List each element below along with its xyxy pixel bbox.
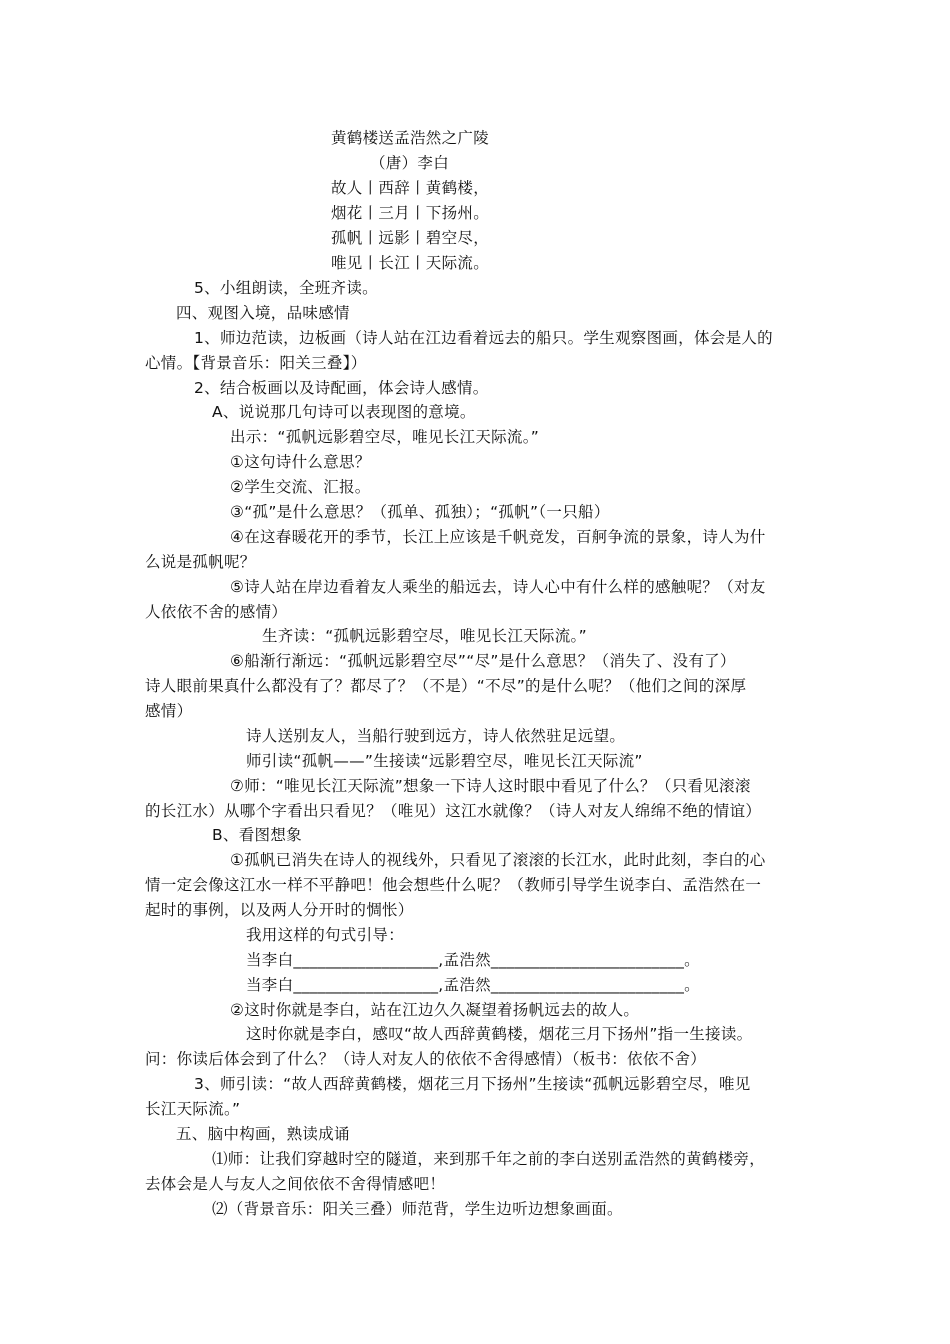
paragraph-line: 诗人眼前果真什么都没有了？都尽了？（不是）“不尽”的是什么呢？（他们之间的深厚: [145, 677, 747, 695]
paragraph-line: ⑴师：让我们穿越时空的隧道，来到那千年之前的李白送别孟浩然的黄鹤楼旁，: [212, 1150, 766, 1168]
poem-author: （唐）李白: [370, 154, 450, 172]
paragraph-line: 师引读“孤帆——”生接读“远影碧空尽，唯见长江天际流”: [246, 752, 643, 770]
paragraph-line: ③“孤”是什么意思？（孤单、孤独）；“孤帆”（一只船）: [230, 503, 610, 521]
paragraph-line: 长江天际流。”: [145, 1100, 241, 1118]
paragraph-line: ⑥船渐行渐远：“孤帆远影碧空尽”“尽”是什么意思？（消失了、没有了）: [230, 652, 736, 670]
paragraph-line: 出示：“孤帆远影碧空尽，唯见长江天际流。”: [230, 428, 540, 446]
poem-line: 孤帆丨远影丨碧空尽，: [331, 229, 490, 247]
paragraph-line: 感情）: [145, 702, 193, 720]
paragraph-line: 起时的事例，以及两人分开时的惆怅）: [145, 901, 414, 919]
paragraph-line: ①这句诗什么意思？: [230, 453, 371, 471]
section-heading: 五、脑中构画，熟读成诵: [176, 1125, 350, 1143]
poem-line: 唯见丨长江丨天际流。: [331, 254, 490, 272]
paragraph-line: 3、师引读：“故人西辞黄鹤楼，烟花三月下扬州”生接读“孤帆远影碧空尽，唯见: [194, 1075, 751, 1093]
paragraph-line: 人依依不舍的感情）: [145, 603, 288, 621]
paragraph-line: 问：你读后体会到了什么？（诗人对友人的依依不舍得感情）（板书：依依不舍）: [145, 1050, 707, 1068]
paragraph-line: ⑵（背景音乐：阳关三叠）师范背，学生边听边想象画面。: [212, 1200, 623, 1218]
poem-line: 烟花丨三月丨下扬州。: [331, 204, 490, 222]
paragraph-line: 我用这样的句式引导：: [246, 926, 405, 944]
paragraph-line: ②学生交流、汇报。: [230, 478, 371, 496]
paragraph-line: ⑤诗人站在岸边看着友人乘坐的船远去，诗人心中有什么样的感触呢？（对友: [230, 578, 766, 596]
paragraph-line: ②这时你就是李白，站在江边久久凝望着扬帆远去的故人。: [230, 1001, 640, 1019]
paragraph-line: ④在这春暖花开的季节，长江上应该是千帆竞发，百舸争流的景象，诗人为什: [230, 528, 766, 546]
paragraph-line: ⑦师：“唯见长江天际流”想象一下诗人这时眼中看见了什么？（只看见滚滚: [230, 777, 751, 795]
paragraph-line: B、看图想象: [212, 826, 302, 844]
paragraph-line: 5、小组朗读，全班齐读。: [194, 279, 378, 297]
poem-title: 黄鹤楼送孟浩然之广陵: [331, 129, 490, 147]
paragraph-line: 生齐读：“孤帆远影碧空尽，唯见长江天际流。”: [262, 627, 587, 645]
paragraph-line: 诗人送别友人，当船行驶到远方，诗人依然驻足远望。: [246, 727, 626, 745]
paragraph-line: 心情。【背景音乐：阳关三叠】）: [145, 354, 367, 372]
section-heading: 四、观图入境，品味感情: [176, 304, 350, 322]
paragraph-line: ①孤帆已消失在诗人的视线外，只看见了滚滚的长江水，此时此刻，李白的心: [230, 851, 766, 869]
paragraph-line: 的长江水）从哪个字看出只看见？（唯见）这江水就像？（诗人对友人绵绵不绝的情谊）: [145, 802, 762, 820]
paragraph-line: 这时你就是李白，感叹“故人西辞黄鹤楼，烟花三月下扬州”指一生接读。: [246, 1025, 753, 1043]
fill-in-blank-line: 当李白__________________,孟浩然________________________。: [246, 951, 700, 969]
fill-in-blank-line: 当李白__________________,孟浩然________________________。: [246, 976, 700, 994]
paragraph-line: 么说是孤帆呢？: [145, 553, 256, 571]
paragraph-line: 2、结合板画以及诗配画，体会诗人感情。: [194, 379, 489, 397]
paragraph-line: 去体会是人与友人之间依依不舍得情感吧！: [145, 1175, 446, 1193]
paragraph-line: A、说说那几句诗可以表现图的意境。: [212, 403, 476, 421]
poem-line: 故人丨西辞丨黄鹤楼，: [331, 179, 490, 197]
paragraph-line: 情一定会像这江水一样不平静吧！他会想些什么呢？（教师引导学生说李白、孟浩然在一: [145, 876, 762, 894]
paragraph-line: 1、师边范读，边板画（诗人站在江边看着远去的船只。学生观察图画，体会是人的: [194, 329, 773, 347]
